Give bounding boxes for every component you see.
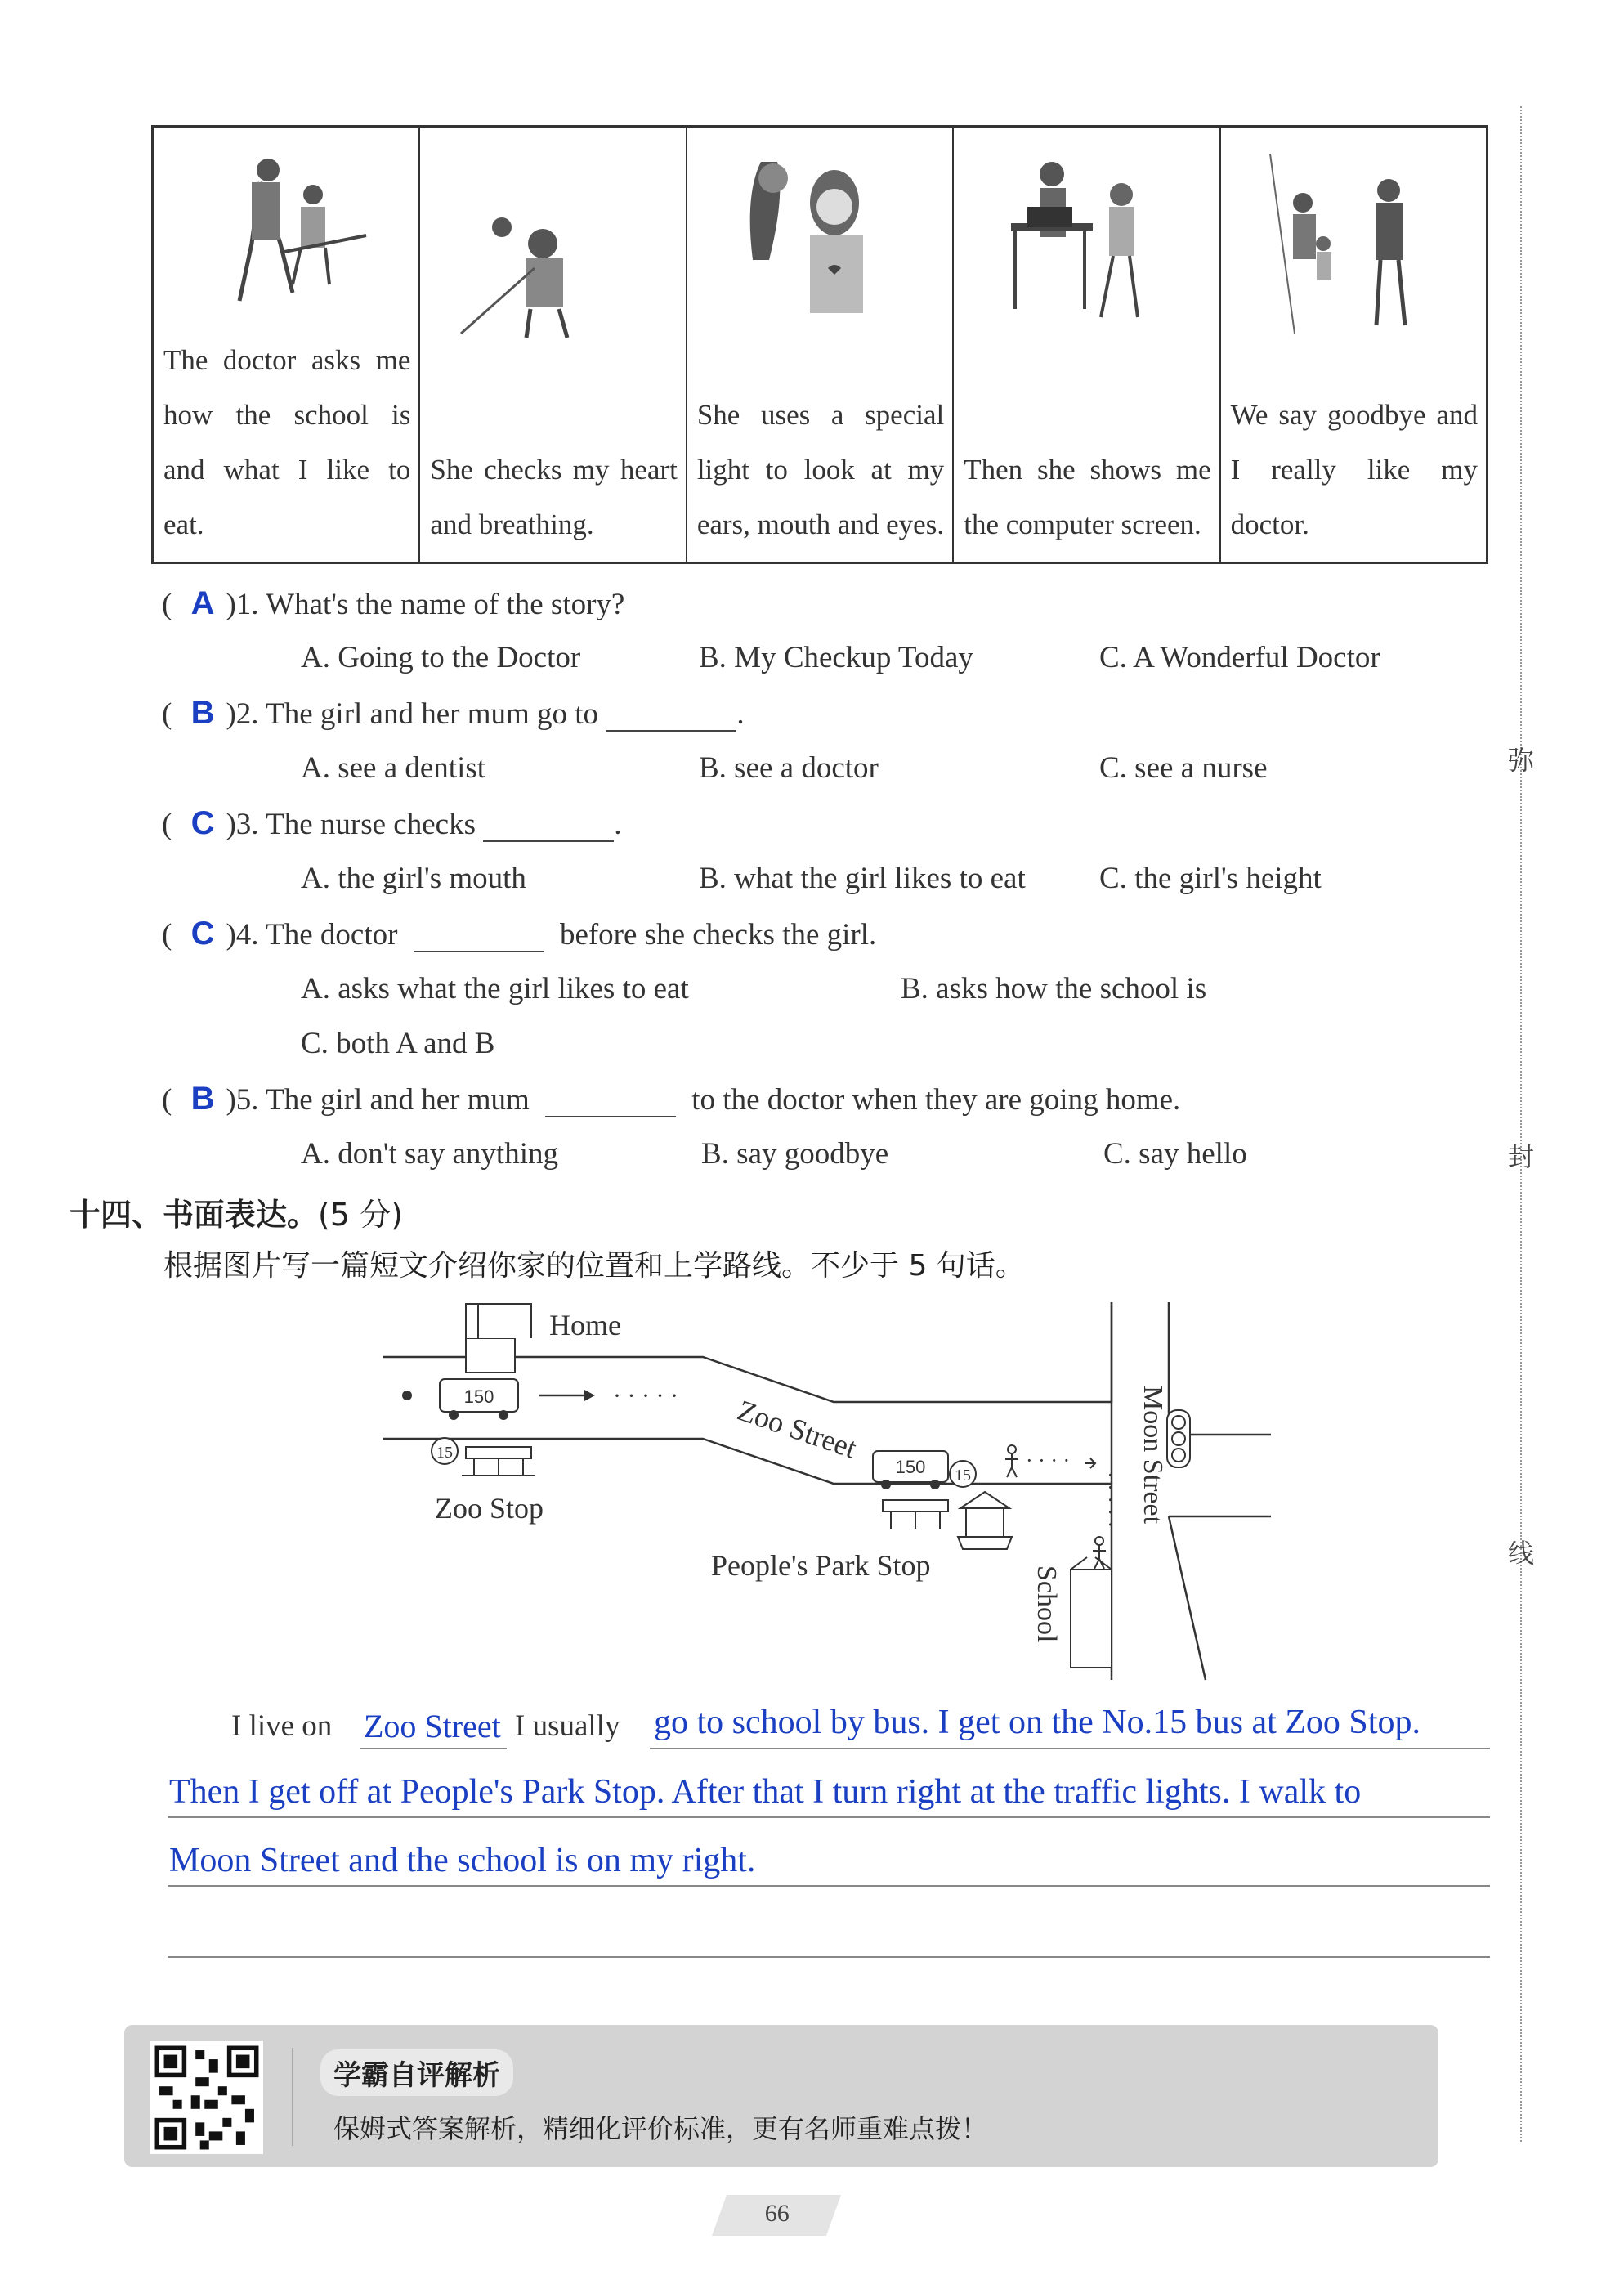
question-text: The doctor <box>266 918 398 952</box>
bus-stop-number: 15 <box>436 1444 453 1462</box>
writing-line-4 <box>168 1956 1490 1958</box>
bus-stop-icon <box>432 1438 535 1476</box>
option-a: A. don't say anything <box>301 1137 558 1171</box>
story-panel-3 <box>687 128 954 562</box>
answer-mark: B <box>190 695 215 731</box>
writing-prefix-2: I usually <box>515 1709 620 1743</box>
option-c: C. both A and B <box>301 1027 495 1060</box>
question-number: )3. <box>226 808 259 841</box>
option-c: C. say hello <box>1103 1137 1247 1171</box>
question-text: The girl and her mum <box>266 1083 530 1117</box>
promo-banner <box>124 2025 1438 2167</box>
option-c: C. the girl's height <box>1099 862 1322 895</box>
story-panel-5 <box>1221 128 1486 562</box>
banner-title: 学霸自评解析 <box>320 2049 513 2096</box>
handwritten-answer-line-2: Then I get off at People's Park Stop. After that I turn right at the traffic lights. I walk to <box>169 1773 1362 1811</box>
question-text: The nurse checks <box>266 808 476 841</box>
question-2 <box>162 695 745 732</box>
answer-blank <box>483 840 614 842</box>
page-number: 66 <box>764 2200 790 2227</box>
question-number: )2. <box>226 697 259 731</box>
writing-line-3 <box>168 1885 1490 1887</box>
section-heading <box>69 1189 403 1234</box>
answer-mark: C <box>190 805 215 841</box>
question-text-end: . <box>614 808 622 841</box>
paren-open: ( <box>162 588 172 621</box>
qr-code-icon[interactable] <box>150 2041 263 2154</box>
handwritten-answer-line-3: Moon Street and the school is on my right. <box>169 1842 756 1879</box>
bus-icon <box>440 1379 518 1420</box>
map-label-peoples-park-stop: People's Park Stop <box>711 1549 931 1582</box>
story-panel-table <box>151 125 1488 564</box>
section-points: (5 分) <box>318 1197 403 1233</box>
map-label-zoo-street: Zoo Street <box>733 1393 861 1465</box>
section-instruction: 根据图片写一篇短文介绍你家的位置和上学路线。不少于 5 句话。 <box>163 1249 1025 1283</box>
bus-plate: 150 <box>895 1457 926 1477</box>
paren-open: ( <box>162 1083 172 1117</box>
section-title: 十四、书面表达。 <box>69 1197 319 1233</box>
paren-open: ( <box>162 697 172 731</box>
route-map <box>376 1296 1275 1688</box>
illustration-doctor-talking <box>178 146 391 350</box>
writing-line-1 <box>650 1748 1490 1749</box>
handwritten-answer-street: Zoo Street <box>364 1708 501 1744</box>
writing-prefix-1: I live on <box>231 1709 333 1743</box>
illustration-heart-check <box>445 146 657 350</box>
svg-text:· · · · ·: · · · · · <box>613 1382 678 1409</box>
traffic-light-icon <box>1167 1410 1190 1467</box>
answer-blank <box>606 730 736 732</box>
bus-plate: 150 <box>463 1386 494 1407</box>
home-building-icon <box>466 1304 531 1373</box>
story-panel-2 <box>420 128 687 562</box>
answer-blank <box>545 1116 676 1117</box>
banner-divider <box>292 2048 293 2146</box>
writing-blank-street <box>360 1748 507 1749</box>
option-b: B. asks how the school is <box>901 972 1207 1005</box>
handwritten-answer-line-1: go to school by bus. I get on the No.15 bus at Zoo Stop. <box>654 1704 1420 1741</box>
option-b: B. what the girl likes to eat <box>699 862 1026 895</box>
illustration-computer-screen <box>978 146 1191 350</box>
side-mark: 线 <box>1508 1538 1535 1569</box>
story-panel-text: Then she shows me the computer screen. <box>964 454 1211 540</box>
map-label-moon-street: Moon Street <box>1138 1386 1168 1525</box>
svg-text:· · · · ·: · · · · · <box>1098 1471 1122 1529</box>
side-mark: 弥 <box>1508 745 1535 776</box>
paren-open: ( <box>162 808 172 841</box>
park-pavilion-icon <box>958 1492 1012 1549</box>
map-label-zoo-stop: Zoo Stop <box>435 1492 544 1525</box>
option-a: A. see a dentist <box>301 751 486 785</box>
question-text: The girl and her mum go to <box>266 697 599 731</box>
walking-person-icon <box>1005 1445 1018 1477</box>
answer-blank <box>414 951 544 952</box>
story-panel-text: The doctor asks me how the school is and what I like to eat. <box>163 344 411 540</box>
option-c: C. see a nurse <box>1099 751 1268 785</box>
question-text-end: before she checks the girl. <box>559 918 877 952</box>
question-text-end: . <box>736 697 745 731</box>
binding-margin-line <box>1520 106 1522 2142</box>
question-3 <box>162 805 621 842</box>
option-a: A. Going to the Doctor <box>301 641 581 674</box>
story-panel-text: She checks my heart and breathing. <box>430 454 678 540</box>
question-text-end: to the doctor when they are going home. <box>691 1083 1181 1117</box>
answer-mark: A <box>190 585 215 621</box>
option-a: A. asks what the girl likes to eat <box>301 972 689 1005</box>
question-text: What's the name of the story? <box>266 588 625 621</box>
illustration-saying-goodbye <box>1246 146 1458 350</box>
svg-text:· · · ·: · · · · <box>1026 1449 1071 1472</box>
illustration-eye-exam <box>712 146 924 350</box>
story-panel-1 <box>154 128 420 562</box>
bus-stop-number: 15 <box>955 1467 971 1485</box>
banner-subtitle: 保姆式答案解析，精细化评价标准，更有名师重难点拨！ <box>333 2113 988 2144</box>
option-a: A. the girl's mouth <box>301 862 526 895</box>
question-1 <box>162 585 624 622</box>
map-label-home: Home <box>549 1309 621 1341</box>
option-b: B. say goodbye <box>701 1137 889 1171</box>
option-b: B. see a doctor <box>699 751 879 785</box>
story-panel-text: She uses a special light to look at my ears, mouth and eyes. <box>696 399 945 540</box>
answer-mark: B <box>190 1081 215 1117</box>
page-number-tab <box>712 2195 841 2236</box>
paren-open: ( <box>162 918 172 952</box>
story-panel-text: We say goodbye and I really like my doctor. <box>1230 399 1479 540</box>
question-number: )5. <box>226 1083 259 1117</box>
question-4 <box>162 916 876 952</box>
question-number: )4. <box>226 918 259 952</box>
option-c: C. A Wonderful Doctor <box>1099 641 1380 674</box>
question-5 <box>162 1081 1180 1117</box>
story-panel-4 <box>954 128 1220 562</box>
side-mark: 封 <box>1508 1141 1535 1172</box>
school-building-icon <box>1071 1557 1112 1668</box>
start-dot <box>402 1391 412 1400</box>
map-label-school: School <box>1031 1565 1062 1643</box>
answer-mark: C <box>190 916 215 952</box>
writing-line-2 <box>168 1816 1490 1818</box>
option-b: B. My Checkup Today <box>699 641 973 674</box>
question-number: )1. <box>226 588 259 621</box>
